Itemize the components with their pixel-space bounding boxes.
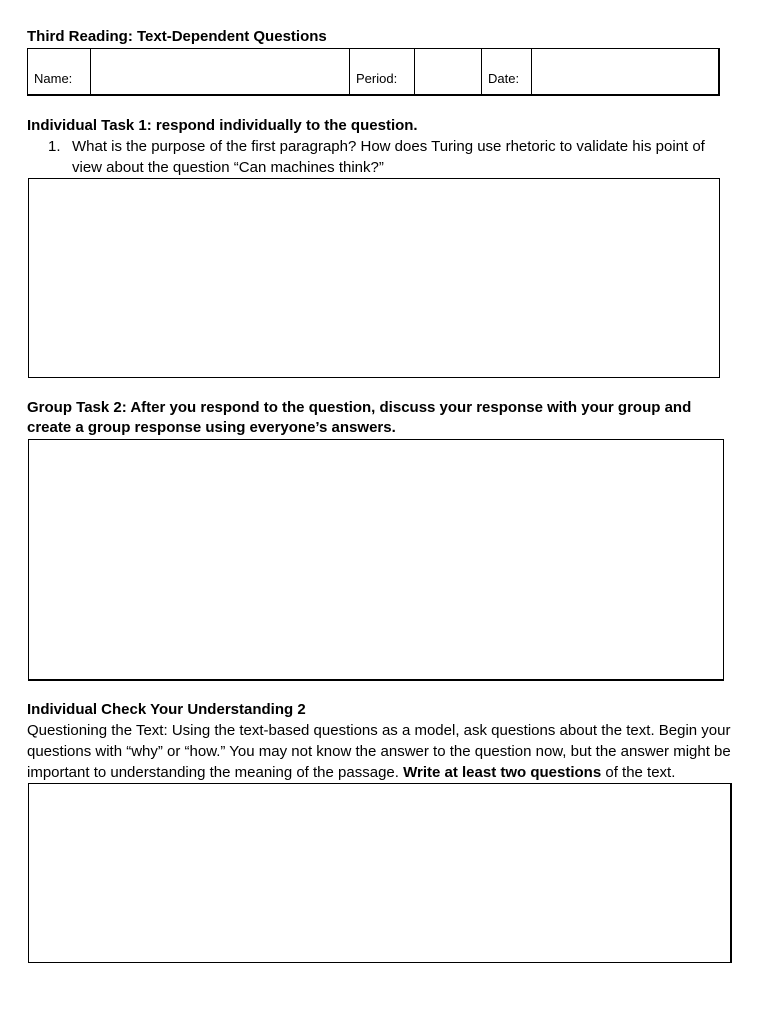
task1-question-list: [27, 136, 727, 178]
instructions-text-end: of the text.: [601, 764, 676, 781]
name-field[interactable]: [91, 49, 350, 96]
date-label: Date:: [482, 49, 532, 96]
period-field[interactable]: [415, 49, 482, 96]
instructions-emphasis: Write at least two questions: [403, 764, 602, 781]
check-understanding-instructions: [27, 720, 739, 783]
check-understanding-heading: Individual Check Your Understanding 2: [27, 701, 306, 718]
date-field[interactable]: [532, 49, 719, 96]
instructions-text: Questioning the Text: Using the text-based questions as a model, ask questions about the text. Begin your questions with “why” or “how.” You may not know the answer to the question now, but the answer might be important to understanding the meaning of the passage.: [27, 722, 731, 781]
task1-answer-box[interactable]: [28, 178, 720, 378]
student-info-table: [27, 48, 720, 96]
check-understanding-answer-box[interactable]: [28, 783, 732, 963]
question-text: What is the purpose of the first paragraph? How does Turing use rhetoric to validate his point of view about the question “Can machines think?”: [72, 138, 705, 176]
name-label: Name:: [28, 49, 91, 96]
list-item: [27, 136, 727, 178]
page-title: Third Reading: Text-Dependent Questions: [27, 28, 327, 45]
question-number: 1.: [48, 138, 61, 155]
period-label: Period:: [350, 49, 415, 96]
task1-heading: Individual Task 1: respond individually to the question.: [27, 117, 418, 134]
task2-heading: Group Task 2: After you respond to the question, discuss your response with your group and create a group response using everyone’s answers.: [27, 399, 692, 436]
task2-answer-box[interactable]: [28, 439, 724, 681]
